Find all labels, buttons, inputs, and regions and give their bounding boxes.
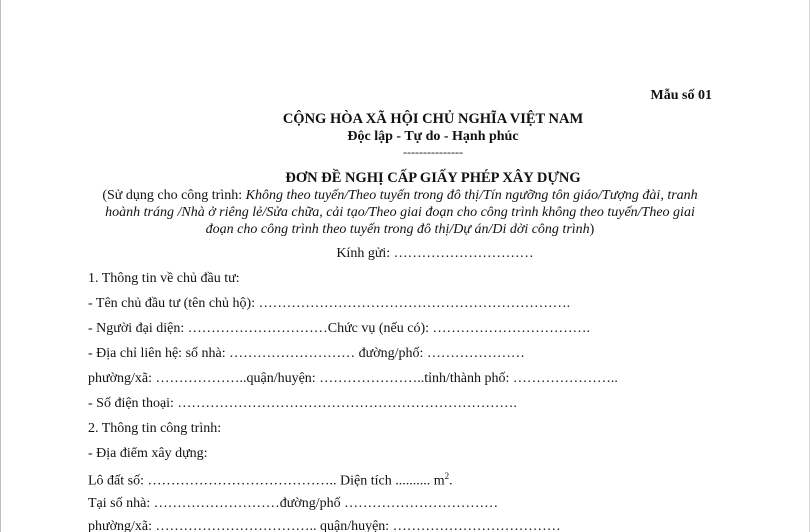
page-left-edge [0,0,1,532]
investor-name-line: - Tên chủ đầu tư (tên chủ hộ): …………………………………………………………. [88,296,571,311]
contact-ward-line: phường/xã: ………………..quận/huyện: …………………..tỉnh/thành phố: ………………….. [88,371,618,386]
nation-heading: CỘNG HÒA XÃ HỘI CHỦ NGHĨA VIỆT NAM [282,111,584,127]
contact-address-line: - Địa chỉ liên hệ: số nhà: ……………………… đường/phố: ………………… [88,346,525,361]
usage-note-prefix: (Sử dụng cho công trình: [102,188,246,203]
usage-note-project-types: Không theo tuyến/Theo tuyến trong đô thị/Tín ngưỡng tôn giáo/Tượng đài, tranh hoành tráng /Nhà ở riêng lẻ/Sửa chữa, cải tạo/Theo giai đoạn cho công trình không theo tuyến/Theo giai đoạn cho công trình theo tuyến trong đô thị/Dự án/Di dời công trình [105,188,698,237]
lot-area-text: Lô đất số: ………………………………….. Diện tích .......... m [88,473,445,489]
form-number: Mẫu số 01 [650,88,712,103]
motto: Độc lập - Tự do - Hạnh phúc [347,129,519,144]
investor-section-heading: 1. Thông tin về chủ đầu tư: [88,271,240,286]
lot-area-period: . [449,473,453,489]
phone-line: - Số điện thoại: ………………………………………………………………. [88,396,517,411]
house-number-line: Tại số nhà: ………………………đường/phố …………………………… [88,496,499,511]
lot-area-line [88,471,453,490]
document-title: ĐƠN ĐỀ NGHỊ CẤP GIẤY PHÉP XÂY DỰNG [285,170,581,186]
location-heading: - Địa điểm xây dựng: [88,446,208,461]
square-unit-superscript: 2 [444,471,450,481]
representative-line: - Người đại diện: …………………………Chức vụ (nếu có): ……………………………. [88,321,591,336]
usage-note [98,187,702,238]
usage-note-suffix: ) [589,222,595,237]
header-divider: --------------- [403,145,463,159]
greeting-line: Kính gửi: ………………………… [336,246,534,261]
project-section-heading: 2. Thông tin công trình: [88,421,222,436]
ward-district-line: phường/xã: …………………………….. quận/huyện: ……………………………… [88,519,561,532]
